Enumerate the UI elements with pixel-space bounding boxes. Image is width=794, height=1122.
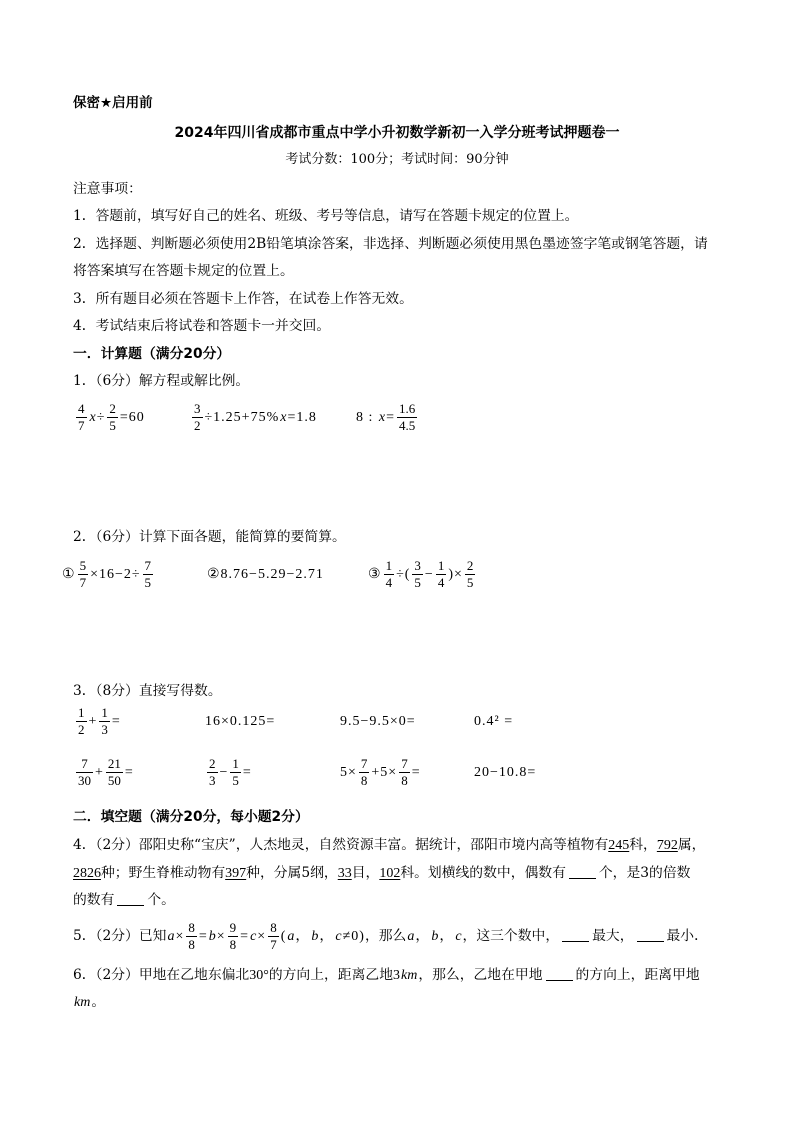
math-fraction [436, 559, 447, 590]
expression [207, 557, 324, 593]
equation [190, 400, 317, 436]
question-prompt: 3．（8分）直接写得数。 [73, 683, 222, 699]
confidential-label: 保密★启用前 [73, 95, 153, 111]
fraction-numerator: 1 [437, 558, 445, 574]
math-text: 16×0.125= [205, 714, 276, 729]
expression [368, 557, 477, 593]
math-text: =60 [119, 410, 145, 425]
fraction-numerator: 2 [466, 558, 474, 574]
fraction-denominator: 7 [270, 937, 277, 953]
math-fraction [228, 921, 239, 952]
question-text: 目， [351, 865, 380, 881]
fraction-denominator: 3 [209, 773, 216, 789]
question-4-line [73, 864, 690, 883]
math-text: ③ [368, 567, 382, 582]
fraction-numerator: 7 [401, 756, 408, 772]
fraction-denominator: 8 [229, 937, 237, 953]
fraction-numerator: 2 [209, 756, 216, 772]
question-4-line [73, 836, 705, 855]
math-text: ① [62, 567, 76, 582]
math-variable: a [287, 929, 295, 944]
fraction-numerator: 1 [78, 705, 85, 721]
math-fraction [268, 921, 279, 952]
exam-info: 考试分数：100分；考试时间：90分钟 [285, 152, 509, 167]
underlined-number: 2826 [73, 866, 101, 881]
fraction-denominator: 4 [437, 575, 445, 591]
math-text: ( [280, 929, 287, 944]
math-variable: b [311, 929, 319, 944]
math-fraction [76, 706, 87, 737]
underlined-number: 792 [656, 838, 678, 853]
fraction-numerator: 7 [144, 558, 152, 574]
expression [62, 557, 155, 593]
math-fraction [192, 402, 203, 433]
question-6-line [73, 993, 105, 1012]
answer-blank[interactable] [117, 891, 144, 906]
math-variable: c [250, 929, 257, 944]
math-text: 5× [340, 765, 357, 780]
distance-unit: km [74, 995, 91, 1010]
math-fraction [143, 559, 154, 590]
notice-line: 将答案填写在答题卡规定的位置上。 [73, 263, 294, 279]
math-text: 20−10.8= [474, 765, 537, 780]
expression [205, 755, 252, 791]
math-text: = [111, 714, 121, 729]
fraction-numerator: 1 [101, 705, 108, 721]
fraction-denominator: 2 [78, 722, 85, 738]
math-expression [166, 920, 365, 953]
math-text: ÷ [96, 410, 106, 425]
math-text: ， [319, 929, 335, 944]
fraction-denominator: 5 [109, 418, 116, 434]
math-text: − [219, 765, 229, 780]
math-text: + [88, 714, 98, 729]
fraction-numerator: 1 [385, 558, 393, 574]
math-fraction [230, 757, 241, 788]
math-variable: x [280, 410, 287, 425]
math-expression [406, 929, 462, 944]
underlined-number: 397 [225, 866, 247, 881]
fraction-denominator: 5 [232, 773, 239, 789]
math-fraction [76, 757, 93, 788]
fraction-denominator: 7 [78, 418, 85, 434]
expression [474, 704, 513, 740]
expression [474, 755, 536, 791]
math-fraction [107, 402, 118, 433]
math-text: ≠0) [342, 929, 365, 944]
math-fraction [359, 757, 370, 788]
question-text: 的数有 [73, 892, 115, 908]
math-variable: x [378, 410, 386, 425]
fraction-numerator: 7 [76, 757, 93, 773]
fraction-denominator: 3 [101, 722, 108, 738]
notice-line: 3．所有题目必须在答题卡上作答，在试卷上作答无效。 [73, 291, 413, 307]
fraction-numerator: 3 [194, 401, 201, 417]
answer-blank[interactable] [637, 927, 664, 942]
angle-value: 30° [249, 968, 269, 983]
expression [340, 704, 416, 740]
fraction-numerator: 21 [107, 756, 121, 772]
question-text: 个，是3的倍数 [598, 865, 691, 881]
question-text: ，那么，乙地在甲地 [418, 967, 543, 983]
underlined-number: 102 [379, 866, 401, 881]
math-text: 9.5−9.5×0= [340, 714, 416, 729]
notice-heading: 注意事项： [73, 181, 142, 197]
math-fraction [186, 921, 197, 952]
expression [74, 704, 121, 740]
math-fraction [399, 757, 410, 788]
exam-title: 2024年四川省成都市重点中学小升初数学新初一入学分班考试押题卷一 [174, 125, 620, 141]
math-text: ÷1.25+75% [204, 410, 280, 425]
answer-blank[interactable] [569, 864, 596, 879]
math-text: ÷( [396, 567, 411, 582]
fraction-numerator: 4 [78, 401, 85, 417]
question-text: 种；野生脊椎动物有 [101, 865, 226, 881]
math-text: +5× [371, 765, 398, 780]
question-4-line [73, 891, 175, 909]
expression-row [0, 755, 794, 791]
fraction-denominator: 5 [414, 575, 421, 591]
fraction-numerator: 5 [79, 558, 87, 574]
math-fraction [412, 559, 423, 590]
fraction-denominator: 30 [78, 773, 91, 789]
math-text: 8 : [356, 410, 378, 425]
distance-unit: km [401, 968, 418, 983]
question-text: ，这三个数中， [462, 928, 560, 944]
math-variable: a [407, 929, 415, 944]
math-variable: b [431, 929, 439, 944]
fraction-numerator: 9 [229, 920, 237, 936]
question-text: 科。划横线的数中，偶数有 [400, 865, 566, 881]
question-text: 的方向上，距离甲地 [575, 967, 700, 983]
equation [74, 400, 145, 436]
fraction-denominator: 7 [79, 575, 87, 591]
math-text: = [240, 929, 250, 944]
math-text: ， [295, 929, 311, 944]
expression [74, 755, 134, 791]
fraction-denominator: 50 [107, 773, 121, 789]
math-text: = [386, 410, 396, 425]
math-text: × [216, 929, 226, 944]
fraction-numerator: 2 [109, 401, 116, 417]
fraction-numerator: 1 [232, 756, 239, 772]
distance-value: 3 [393, 968, 400, 983]
expression-row [0, 704, 794, 740]
math-text: )× [448, 567, 463, 582]
fraction-numerator: 1.6 [399, 401, 416, 417]
question-text: 最小． [666, 928, 708, 944]
question-text: ，那么 [364, 928, 407, 944]
math-text: =1.8 [287, 410, 317, 425]
fraction-numerator: 8 [270, 920, 277, 936]
question-text: 科， [629, 837, 657, 853]
question-text: 的方向上，距离乙地 [268, 967, 393, 983]
expression [340, 755, 421, 791]
fraction-denominator: 8 [188, 937, 195, 953]
math-text: × [175, 929, 185, 944]
math-variable: a [167, 929, 175, 944]
math-text: = [242, 765, 252, 780]
section-heading: 一．计算题（满分20分） [73, 346, 231, 362]
underlined-number: 245 [608, 838, 630, 853]
fraction-denominator: 2 [194, 418, 201, 434]
question-text: 6．（2分）甲地在乙地东偏北 [73, 967, 250, 983]
question-text: 种，分属5纲， [246, 865, 338, 881]
math-variable: c [455, 929, 462, 944]
math-variable: c [335, 929, 342, 944]
notice-line: 2．选择题、判断题必须使用2B铅笔填涂答案，非选择、判断题必须使用黑色墨迹签字笔或钢笔答题，请 [73, 236, 708, 252]
fraction-denominator: 5 [466, 575, 474, 591]
section-heading: 二．填空题（满分20分，每小题2分） [73, 809, 309, 825]
math-fraction [99, 706, 110, 737]
math-text: = [198, 929, 208, 944]
answer-blank[interactable] [562, 927, 589, 942]
equation-row [0, 400, 794, 436]
math-fraction [207, 757, 218, 788]
math-fraction [465, 559, 476, 590]
question-prompt: 1．（6分）解方程或解比例。 [73, 373, 250, 389]
math-text: − [424, 567, 434, 582]
fraction-denominator: 5 [144, 575, 152, 591]
math-fraction [76, 402, 87, 433]
math-variable: b [208, 929, 216, 944]
fraction-denominator: 4 [385, 575, 393, 591]
math-text: ②8.76−5.29−2.71 [207, 567, 324, 582]
question-text: 个。 [147, 892, 175, 908]
math-text: ， [415, 929, 431, 944]
fraction-numerator: 8 [188, 920, 195, 936]
question-text: 4．（2分）邵阳史称“宝庆”，人杰地灵，自然资源丰富。据统计，邵阳市境内高等植物有 [73, 837, 609, 853]
math-text: = [124, 765, 134, 780]
question-text: 。 [91, 994, 106, 1010]
answer-blank[interactable] [546, 966, 573, 981]
equation [356, 400, 419, 436]
question-5-line [73, 918, 708, 954]
math-fraction [397, 402, 417, 433]
fraction-denominator: 8 [401, 773, 408, 789]
fraction-denominator: 4.5 [399, 418, 416, 434]
expression [205, 704, 275, 740]
fraction-numerator: 3 [414, 558, 421, 574]
underlined-number: 33 [337, 866, 352, 881]
math-text: + [95, 765, 104, 780]
math-text: 0.4² = [474, 714, 514, 729]
math-fraction [78, 559, 89, 590]
question-6-line [73, 966, 700, 985]
math-text: ， [439, 929, 455, 944]
math-text: ×16−2÷ [90, 567, 141, 582]
notice-line: 1．答题前，填写好自己的姓名、班级、考号等信息，请写在答题卡规定的位置上。 [73, 208, 579, 224]
question-text: 最大， [592, 928, 634, 944]
math-text: × [257, 929, 267, 944]
question-text: 属， [677, 837, 706, 853]
math-text: = [411, 765, 421, 780]
math-variable: x [89, 410, 96, 425]
fraction-denominator: 8 [360, 773, 368, 789]
question-text: 5．（2分）已知 [73, 928, 167, 944]
notice-line: 4．考试结束后将试卷和答题卡一并交回。 [73, 318, 331, 334]
math-fraction [106, 757, 123, 788]
expression-row [0, 557, 794, 593]
math-fraction [384, 559, 395, 590]
question-prompt: 2．（6分）计算下面各题，能简算的要简算。 [73, 529, 346, 545]
fraction-numerator: 7 [360, 756, 368, 772]
